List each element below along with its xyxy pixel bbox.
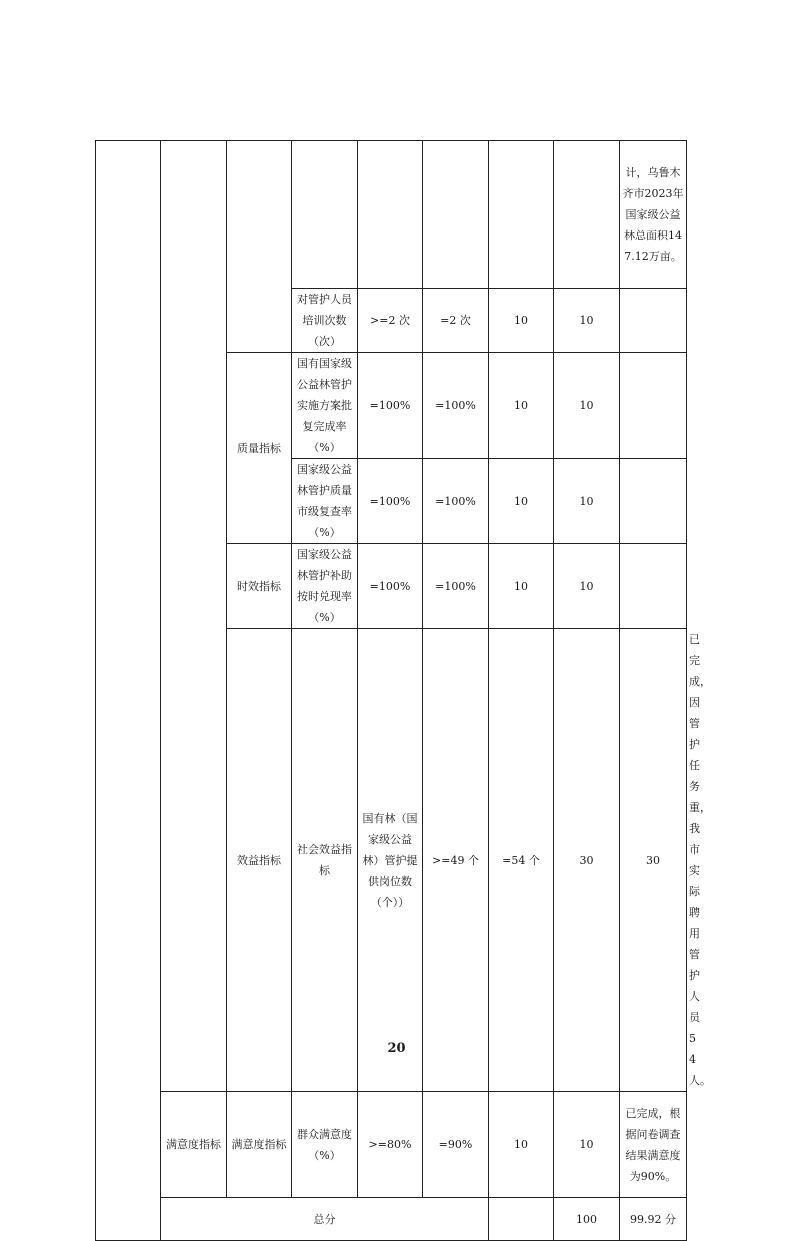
target-cell: >=80% xyxy=(358,1092,423,1198)
level2-satisfaction-cell: 满意度指标 xyxy=(161,1092,227,1198)
level3-social-benefit-cell: 社会效益指标 xyxy=(292,629,358,1092)
level3-quality-cell: 质量指标 xyxy=(227,353,292,544)
table-row xyxy=(96,1092,687,1198)
weight-cell: 10 xyxy=(489,353,554,459)
target-cell: >=2 次 xyxy=(358,289,423,353)
score-cell: 10 xyxy=(554,544,620,629)
weight-cell xyxy=(489,141,554,289)
target-cell: >=49 个 xyxy=(423,629,489,1092)
indicator-cell: 国有林（国家级公益林）管护提供岗位数（个）） xyxy=(358,629,423,1092)
weight-cell: 10 xyxy=(489,289,554,353)
indicator-cell: 国有国家级公益林管护实施方案批复完成率（%） xyxy=(292,353,358,459)
level2-output-cell xyxy=(161,141,227,1092)
actual-cell: =2 次 xyxy=(423,289,489,353)
actual-cell: =100% xyxy=(423,459,489,544)
level3-satisfaction-cell: 满意度指标 xyxy=(227,1092,292,1198)
level2-benefit-cell: 效益指标 xyxy=(227,629,292,1092)
remark-cell: 已完成，根据问卷调查结果满意度为90%。 xyxy=(620,1092,687,1198)
indicator-cell xyxy=(292,141,358,289)
remark-cell xyxy=(620,353,687,459)
page-number: 20 xyxy=(387,1041,406,1056)
target-cell: =100% xyxy=(358,353,423,459)
score-cell: 10 xyxy=(554,289,620,353)
table-row xyxy=(96,141,687,289)
table-row: 效益指标 社会效益指标 国有林（国家级公益林）管护提供岗位数（个）） >=49 个 =54 个 30 30 已完成，因管护任务重，我市实际聘用管护人员54人。 xyxy=(96,629,687,1092)
level3-timeliness-cell: 时效指标 xyxy=(227,544,292,629)
indicator-cell: 群众满意度（%） xyxy=(292,1092,358,1198)
indicator-cell: 国家级公益林管护补助按时兑现率（%） xyxy=(292,544,358,629)
actual-cell xyxy=(423,141,489,289)
weight-cell: 30 xyxy=(554,629,620,1092)
score-cell: 10 xyxy=(554,353,620,459)
indicator-cell: 国家级公益林管护质量市级复查率（%） xyxy=(292,459,358,544)
level3-quantity-cell xyxy=(227,141,292,353)
total-weight-cell: 100 xyxy=(554,1198,620,1241)
actual-cell: =54 个 xyxy=(489,629,554,1092)
target-cell xyxy=(358,141,423,289)
weight-cell: 10 xyxy=(489,1092,554,1198)
remark-cell: 计，乌鲁木齐市2023年国家级公益林总面积147.12万亩。 xyxy=(620,141,687,289)
total-label: 总分 xyxy=(161,1198,489,1241)
actual-cell: =100% xyxy=(423,544,489,629)
actual-cell: =100% xyxy=(423,353,489,459)
score-cell: 10 xyxy=(554,1092,620,1198)
actual-cell: =90% xyxy=(423,1092,489,1198)
total-score-cell: 99.92 分 xyxy=(620,1198,687,1241)
level1-cell xyxy=(96,141,161,1241)
target-cell: =100% xyxy=(358,459,423,544)
weight-cell: 10 xyxy=(489,544,554,629)
remark-cell xyxy=(620,289,687,353)
weight-cell: 10 xyxy=(489,459,554,544)
score-cell xyxy=(554,141,620,289)
remark-cell xyxy=(620,544,687,629)
score-cell: 10 xyxy=(554,459,620,544)
remark-cell xyxy=(620,459,687,544)
score-cell: 30 xyxy=(620,629,687,1092)
total-actual-cell xyxy=(489,1198,554,1241)
total-row xyxy=(96,1198,687,1241)
performance-table xyxy=(95,140,711,1241)
indicator-cell: 对管护人员培训次数（次） xyxy=(292,289,358,353)
target-cell: =100% xyxy=(358,544,423,629)
